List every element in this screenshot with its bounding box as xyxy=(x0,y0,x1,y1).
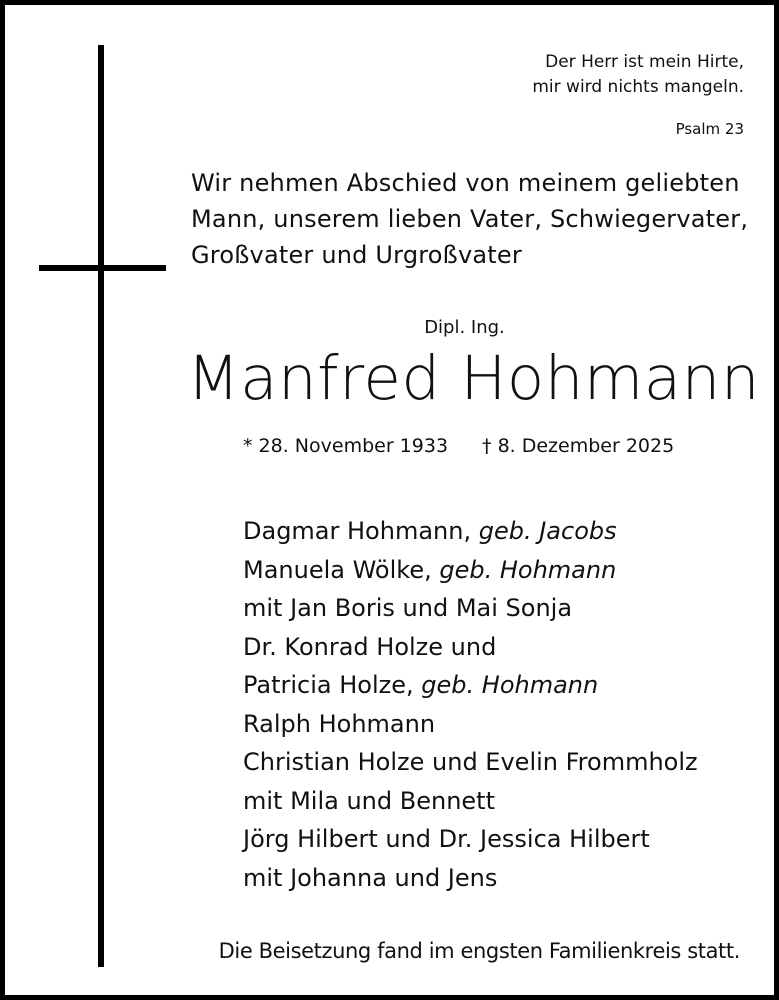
mourner-name: Ralph Hohmann xyxy=(243,709,436,738)
mourner-name: Dr. Konrad Holze und xyxy=(243,632,497,661)
mourner-line xyxy=(243,628,698,667)
mourner-line xyxy=(243,589,698,628)
mourner-line xyxy=(243,782,698,821)
maiden-name: geb. Jacobs xyxy=(478,517,617,545)
intro-line-3: Großvater und Urgroßvater xyxy=(191,241,522,269)
mourner-line xyxy=(243,666,698,705)
quote-source: Psalm 23 xyxy=(675,120,744,138)
quote-line-1: Der Herr ist mein Hirte, xyxy=(545,52,744,72)
mourner-line xyxy=(243,859,698,898)
death-date: † 8. Dezember 2025 xyxy=(482,435,675,457)
intro-line-2: Mann, unserem lieben Vater, Schwiegervater, xyxy=(191,205,749,233)
burial-notice: Die Beisetzung fand im engsten Familienkreis statt. xyxy=(218,939,740,963)
mourner-name: mit Jan Boris und Mai Sonja xyxy=(243,594,573,622)
mourners-list xyxy=(243,512,698,897)
mourner-line xyxy=(243,512,698,551)
cross-vertical-bar xyxy=(98,45,104,967)
mourner-name: Jörg Hilbert und Dr. Jessica Hilbert xyxy=(243,825,650,853)
birth-date: * 28. November 1933 xyxy=(243,435,449,457)
maiden-name: geb. Hohmann xyxy=(421,671,599,699)
maiden-name: geb. Hohmann xyxy=(439,555,617,584)
life-dates xyxy=(243,435,674,457)
mourner-line xyxy=(243,820,698,859)
mourner-name: Manuela Wölke, xyxy=(243,555,432,584)
deceased-name: Manfred Hohmann xyxy=(187,343,761,414)
intro-line-1: Wir nehmen Abschied von meinem geliebten xyxy=(191,169,740,197)
mourner-line xyxy=(243,551,698,590)
mourner-line xyxy=(243,743,698,782)
mourner-name: Patricia Holze, xyxy=(243,671,414,699)
mourner-name: Christian Holze und Evelin Frommholz xyxy=(243,748,698,776)
mourner-line xyxy=(243,705,698,744)
mourner-name: mit Johanna und Jens xyxy=(243,863,498,892)
bible-quote xyxy=(532,50,744,100)
intro-text xyxy=(191,165,748,273)
cross-horizontal-bar xyxy=(39,265,166,271)
academic-title: Dipl. Ing. xyxy=(424,317,505,338)
mourner-name: Dagmar Hohmann, xyxy=(243,517,472,545)
mourner-name: mit Mila und Bennett xyxy=(243,786,495,815)
quote-line-2: mir wird nichts mangeln. xyxy=(532,77,744,97)
